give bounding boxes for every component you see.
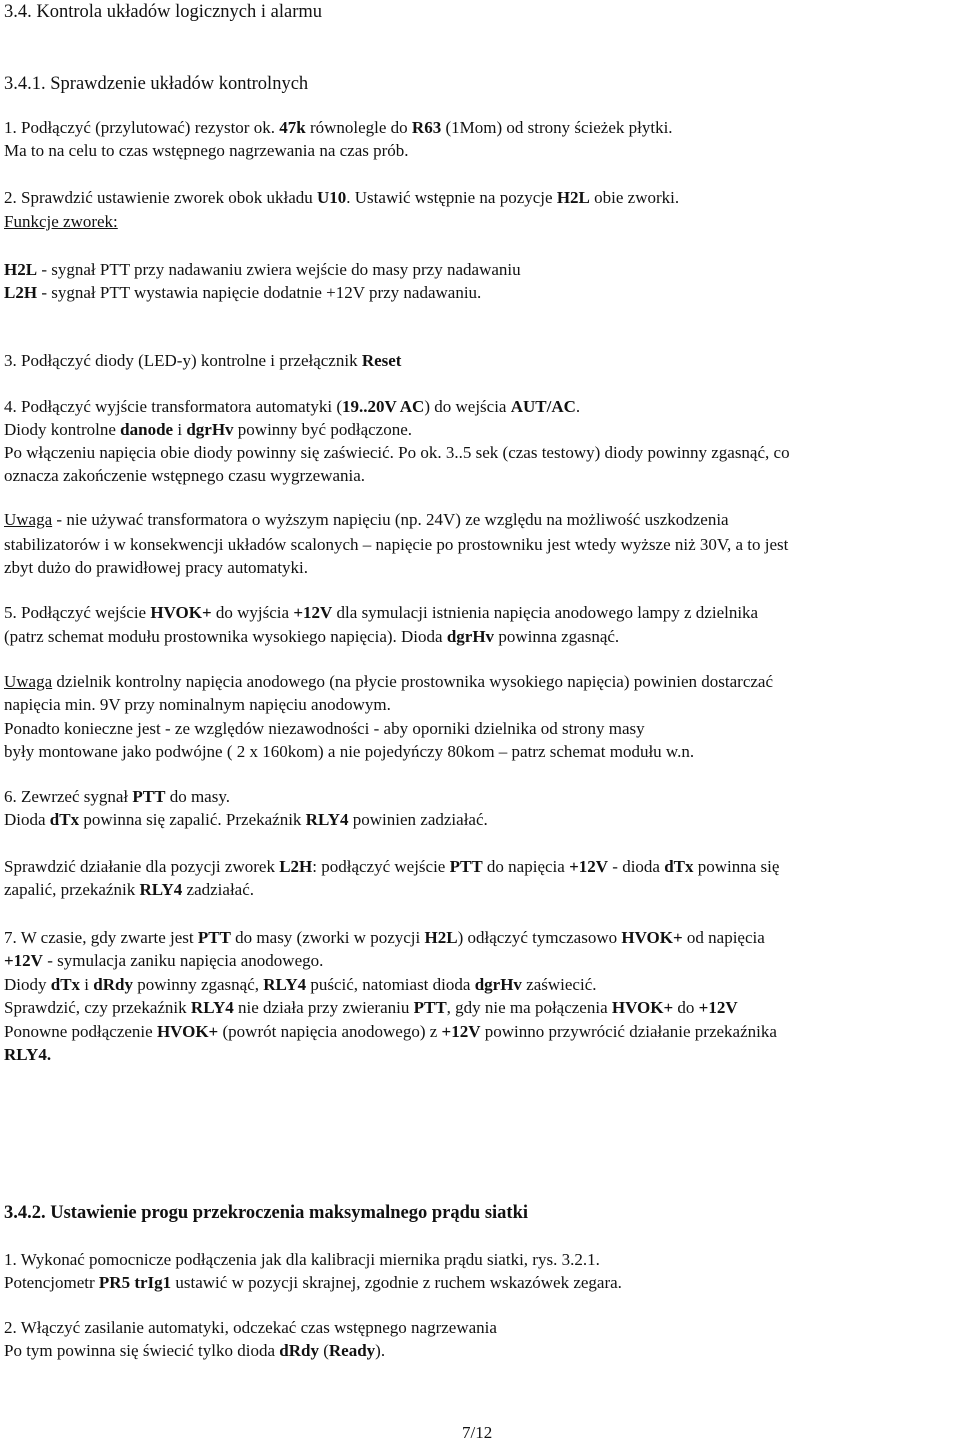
bold-term: dgrHv [474,975,522,994]
bold-term: +12V [569,857,609,876]
bold-term: HVOK+ [621,928,683,947]
bold-term: dgrHv [446,627,495,646]
text-line: 7. W czasie, gdy zwarte jest PTT do masy (zworki w pozycji H2L) odłączyć tymczasowo HVOK+ od napięcia [4,928,765,947]
bold-term: +12V [698,998,738,1017]
text-line: 2. Włączyć zasilanie automatyki, odczekać czas wstępnego nagrzewania [4,1318,497,1337]
bold-term: H2L [424,928,458,947]
text-line: Ma to na celu to czas wstępnego nagrzewania na czas prób. [4,141,409,160]
text-line: oznacza zakończenie wstępnego czasu wygrzewania. [4,466,366,485]
text-line: były montowane jako podwójne ( 2 x 160kom) a nie pojedyńczy 80kom – patrz schemat modułu w.n. [4,742,695,761]
subsection-heading: 3.4.1. Sprawdzenie układów kontrolnych [4,74,309,94]
bold-term: dTx [50,975,81,994]
bold-term: RLY4 [139,880,183,899]
text-line: Ponowne podłączenie HVOK+ (powrót napięcia anodowego) z +12V powinno przywrócić działanie przekaźnika [4,1022,777,1041]
bold-term: RLY4 [305,810,349,829]
bold-term: HVOK+ [156,1022,219,1041]
text-line: L2H - sygnał PTT wystawia napięcie dodatnie +12V przy nadawaniu. [4,283,482,302]
text-line: Diody kontrolne danode i dgrHv powinny być podłączone. [4,420,412,439]
text-line: Uwaga dzielnik kontrolny napięcia anodowego (na płycie prostownika wysokiego napięcia) powinien dostarczać [4,672,774,691]
bold-term: dTx [664,857,694,876]
bold-term: U10 [317,188,347,207]
text-line [4,212,118,232]
bold-term: PR5 trIg1 [98,1273,172,1292]
bold-term: danode [120,420,174,439]
bold-term: 47k [279,118,306,137]
bold-term: dRdy [279,1341,319,1360]
text-line: 3. Podłączyć diody (LED-y) kontrolne i przełącznik Reset [4,351,402,370]
text-line: Potencjometr PR5 trIg1 ustawić w pozycji skrajnej, zgodnie z ruchem wskazówek zegara. [4,1273,622,1292]
text-line: Po włączeniu napięcia obie diody powinny się zaświecić. Po ok. 3..5 sek (czas testowy) diody powinny zgasnąć, co [4,443,790,462]
text-line: zapalić, przekaźnik RLY4 zadziałać. [4,880,255,899]
text-line: 4. Podłączyć wyjście transformatora automatyki (19..20V AC) do wejścia AUT/AC. [4,397,581,416]
text-line [4,1045,51,1065]
bold-term: H2L [4,260,38,279]
bold-term: +12V [293,603,333,622]
text-line: napięcia min. 9V przy nominalnym napięciu anodowym. [4,695,391,714]
underlined-label: Uwaga [4,672,53,691]
text-line: 2. Sprawdzić ustawienie zworek obok układu U10. Ustawić wstępnie na pozycje H2L obie zworki. [4,188,680,207]
bold-term: RLY4 [190,998,234,1017]
bold-term: Ready [328,1341,376,1360]
text-line: H2L - sygnał PTT przy nadawaniu zwiera wejście do masy przy nadawaniu [4,260,521,279]
bold-term: Reset [361,351,402,370]
bold-term: +12V [4,951,43,970]
text-line: Diody dTx i dRdy powinny zgasnąć, RLY4 puścić, natomiast dioda dgrHv zaświecić. [4,975,597,994]
text-line: Ponadto konieczne jest - ze względów niezawodności - aby oporniki dzielnika od strony masy [4,719,645,738]
bold-term: 3.4.2. Ustawienie progu przekroczenia maksymalnego prądu siatki [4,1203,529,1223]
text-line: Sprawdzić, czy przekaźnik RLY4 nie działa przy zwieraniu PTT, gdy nie ma połączenia HVOK+ do +12V [4,998,738,1017]
text-line: +12V - symulacja zaniku napięcia anodowego. [4,951,324,970]
text-line: 1. Podłączyć (przylutować) rezystor ok. 47k równolegle do R63 (1Mom) od strony ścieżek płytki. [4,118,673,137]
bold-term: dRdy [93,975,133,994]
bold-term: PTT [132,787,166,806]
text-line: Po tym powinna się świecić tylko dioda dRdy (Ready). [4,1341,386,1360]
bold-term: HVOK+ [611,998,674,1017]
bold-term: H2L [556,188,590,207]
bold-term: dTx [49,810,80,829]
bold-term: PTT [197,928,231,947]
text-line: Sprawdzić działanie dla pozycji zworek L2H: podłączyć wejście PTT do napięcia +12V - dioda dTx powinna się [4,857,780,876]
text-line: (patrz schemat modułu prostownika wysokiego napięcia). Dioda dgrHv powinna zgasnąć. [4,627,620,646]
bold-term: RLY4 [263,975,307,994]
subsection-heading [4,1203,528,1223]
bold-term: PTT [449,857,483,876]
bold-term: L2H [4,283,38,302]
page-number: 7/12 [462,1423,493,1442]
section-heading: 3.4. Kontrola układów logicznych i alarmu [4,2,323,22]
bold-term: dgrHv [186,420,234,439]
bold-term: 19..20V AC [342,397,425,416]
bold-term: RLY4. [4,1045,52,1064]
underlined-label: Funkcje zworek: [4,212,118,231]
bold-term: L2H [279,857,313,876]
text-line: zbyt dużo do prawidłowej pracy automatyki. [4,558,309,577]
text-line: 6. Zewrzeć sygnał PTT do masy. [4,787,230,806]
bold-term: R63 [411,118,442,137]
text-line: 1. Wykonać pomocnicze podłączenia jak dla kalibracji miernika prądu siatki, rys. 3.2.1. [4,1250,600,1269]
text-line: Dioda dTx powinna się zapalić. Przekaźnik RLY4 powinien zadziałać. [4,810,488,829]
bold-term: HVOK+ [150,603,212,622]
underlined-label: Uwaga [4,510,53,529]
bold-term: +12V [441,1022,481,1041]
text-line: Uwaga - nie używać transformatora o wyższym napięciu (np. 24V) ze względu na możliwość uszkodzenia [4,510,729,529]
text-line: stabilizatorów i w konsekwencji układów scalonych – napięcie po prostowniku jest wtedy wyższe niż 30V, a to jest [4,535,789,554]
bold-term: AUT/AC [510,397,576,416]
text-line: 5. Podłączyć wejście HVOK+ do wyjścia +12V dla symulacji istnienia napięcia anodowego lampy z dzielnika [4,603,759,622]
bold-term: PTT [413,998,447,1017]
